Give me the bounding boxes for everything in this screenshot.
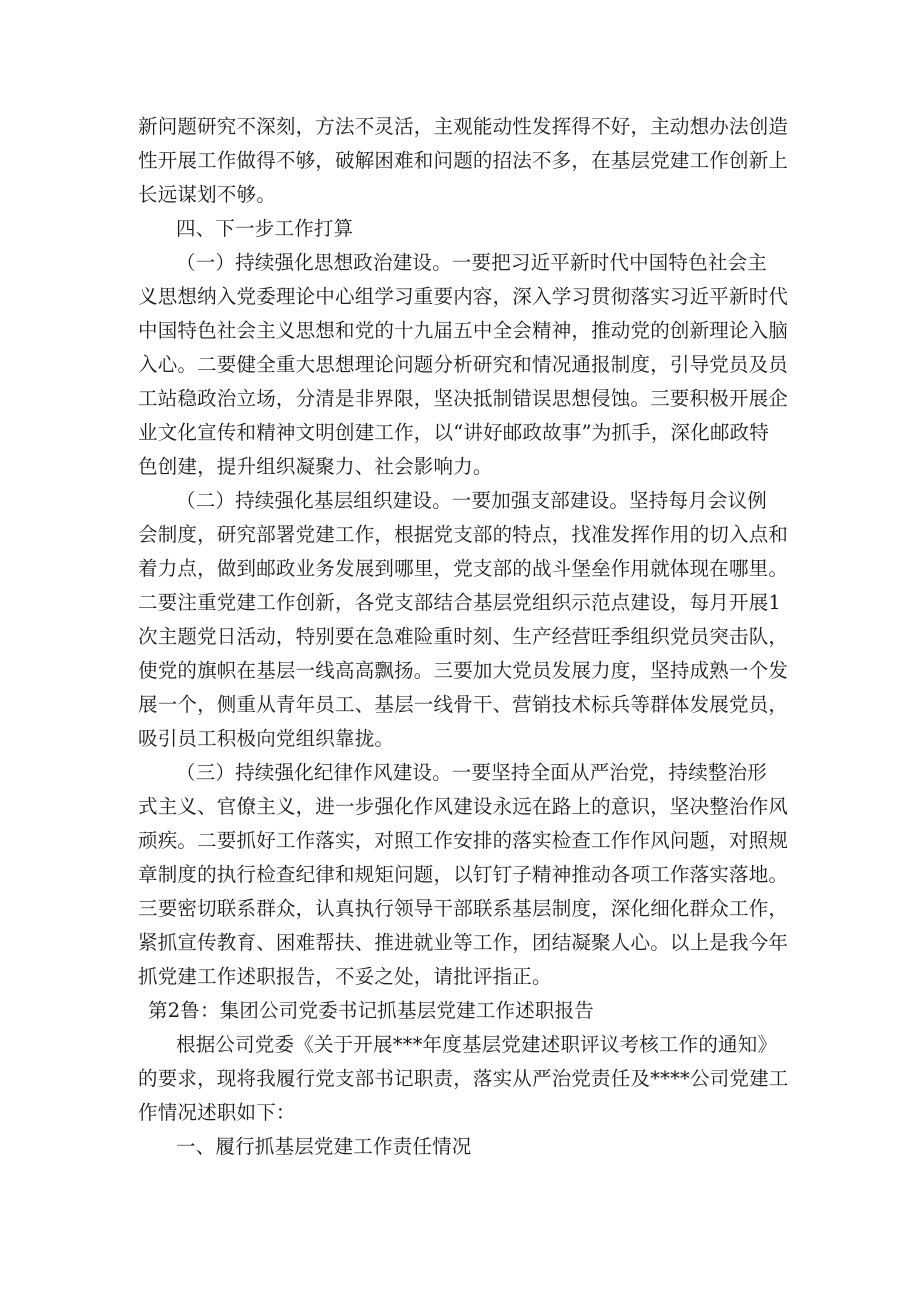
- text-line: 入心。二要健全重大思想理论问题分析研究和情况通报制度，引导党员及员: [138, 353, 789, 376]
- text-line: 根据公司党委《关于开展***年度基层党建述职评议考核工作的通知》: [176, 1033, 778, 1056]
- text-line: 三要密切联系群众，认真执行领导干部联系基层制度，深化细化群众工作，: [138, 897, 789, 920]
- section-heading: 四、下一步工作打算: [176, 217, 354, 240]
- document-page: [138, 110, 790, 1164]
- text-line: 着力点，做到邮政业务发展到哪里，党支部的战斗堡垒作用就体现在哪里。: [138, 557, 789, 580]
- subsection-heading-line: （二）持续强化基层组织建设。一要加强支部建设。坚持每月会议例: [176, 489, 768, 512]
- text-line: 会制度，研究部署党建工作，根据党支部的特点，找准发挥作用的切入点和: [138, 523, 789, 546]
- text-line: 展一个，侧重从青年员工、基层一线骨干、营销技术标兵等群体发展党员，: [138, 693, 789, 716]
- section-heading: 一、履行抓基层党建工作责任情况: [176, 1135, 472, 1158]
- text-line: 作情况述职如下：: [138, 1101, 296, 1124]
- text-line: 工站稳政治立场，分清是非界限，坚决抵制错误思想侵蚀。三要积极开展企: [138, 387, 789, 410]
- text-line: 紧抓宣传教育、困难帮扶、推进就业等工作，团结凝聚人心。以上是我今年: [138, 931, 789, 954]
- text-line: 新问题研究不深刻，方法不灵活，主观能动性发挥得不好，主动想办法创造: [138, 115, 789, 138]
- text-line: 中国特色社会主义思想和党的十九届五中全会精神，推动党的创新理论入脑: [138, 319, 789, 342]
- text-line: 色创建，提升组织凝聚力、社会影响力。: [138, 455, 493, 478]
- text-line: 抓党建工作述职报告，不妥之处，请批评指正。: [138, 965, 552, 988]
- text-line: 次主题党日活动，特别要在急难险重时刻、生产经营旺季组织党员突击队，: [138, 625, 789, 648]
- text-line: 长远谋划不够。: [138, 183, 276, 206]
- text-line: 吸引员工积极向党组织靠拢。: [138, 727, 395, 750]
- text-line: 式主义、官僚主义，进一步强化作风建设永远在路上的意识，坚决整治作风: [138, 795, 789, 818]
- text-line: 章制度的执行检查纪律和规矩问题，以钉钉子精神推动各项工作落实落地。: [138, 863, 789, 886]
- text-line: 使党的旗帜在基层一线高高飘扬。三要加大党员发展力度，坚持成熟一个发: [138, 659, 789, 682]
- text-line: 义思想纳入党委理论中心组学习重要内容，深入学习贯彻落实习近平新时代: [138, 285, 789, 308]
- text-line: 性开展工作做得不够，破解困难和问题的招法不多，在基层党建工作创新上: [138, 149, 789, 172]
- chapter-title: 第2鲁：集团公司党委书记抓基层党建工作述职报告: [148, 999, 595, 1022]
- subsection-heading-line: （一）持续强化思想政治建设。一要把习近平新时代中国特色社会主: [176, 251, 768, 274]
- text-line: 业文化宣传和精神文明创建工作，以“讲好邮政故事”为抓手，深化邮政特: [138, 421, 770, 444]
- text-line: 顽疾。二要抓好工作落实，对照工作安排的落实检查工作作风问题，对照规: [138, 829, 789, 852]
- text-line: 的要求，现将我履行党支部书记职责，落实从严治党责任及****公司党建工: [138, 1067, 789, 1090]
- text-line: 二要注重党建工作创新，各党支部结合基层党组织示范点建设，每月开展1: [138, 591, 782, 614]
- subsection-heading-line: （三）持续强化纪律作风建设。一要坚持全面从严治党，持续整治形: [176, 761, 768, 784]
